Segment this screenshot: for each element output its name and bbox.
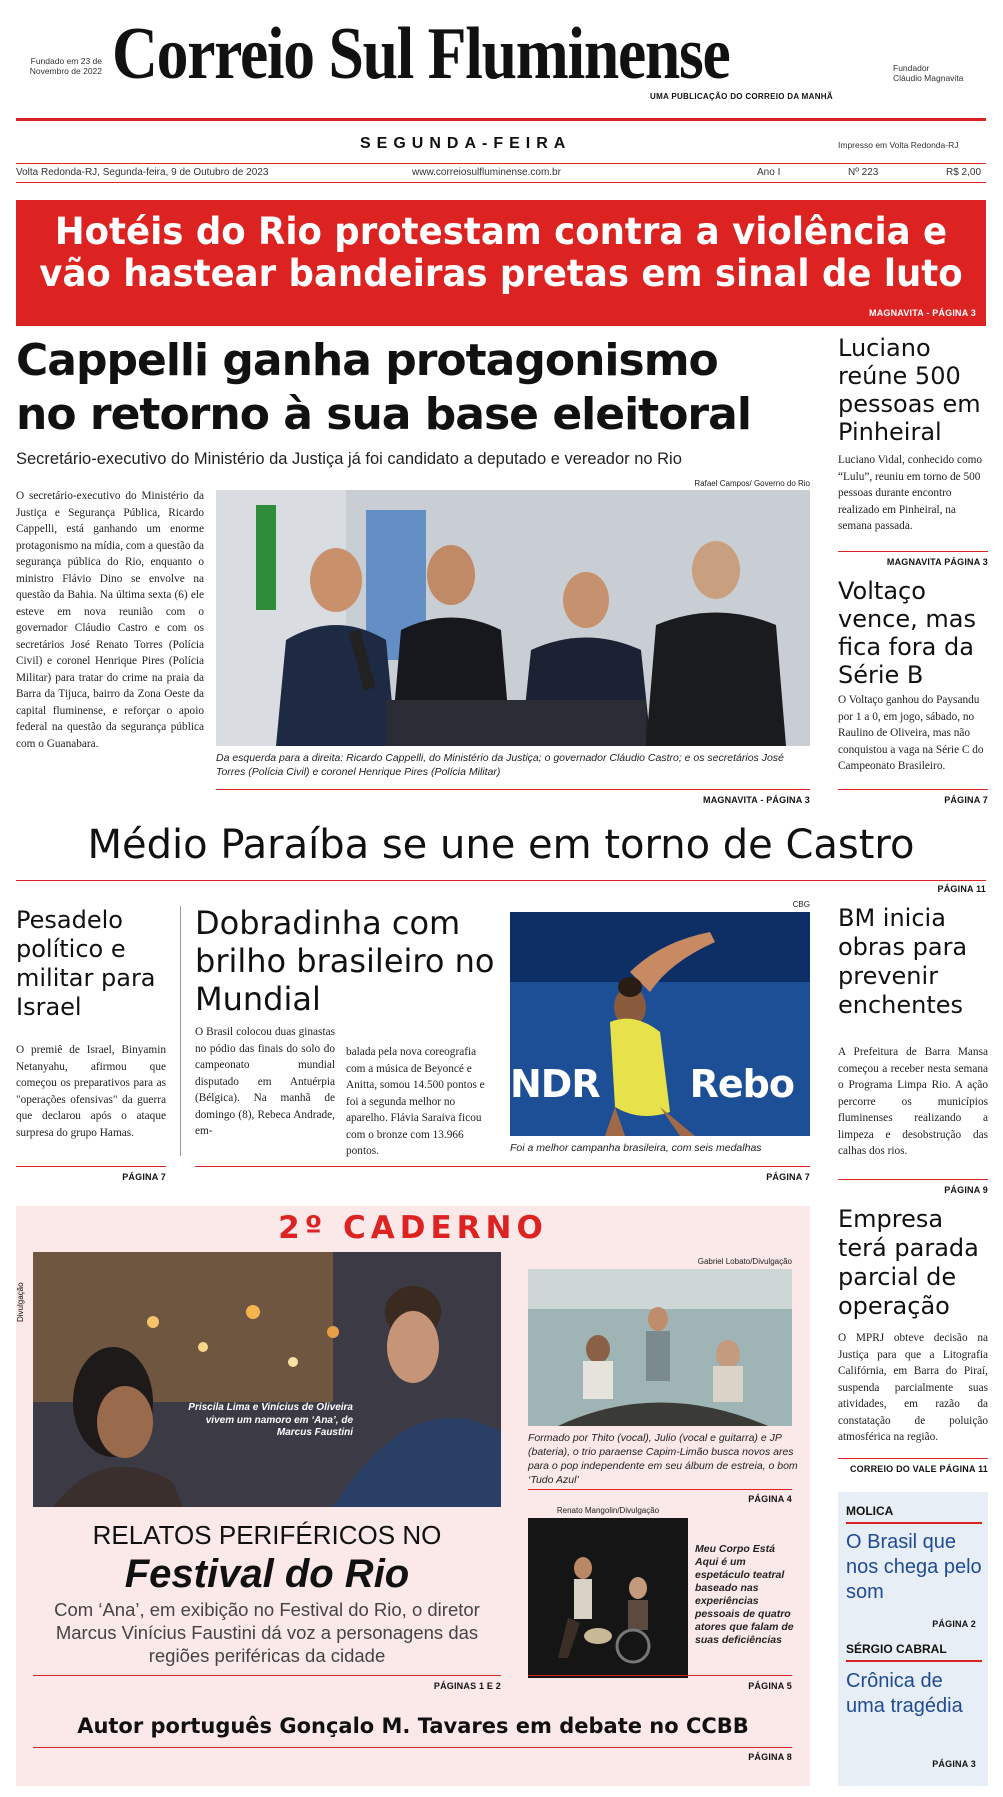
gym-tag[interactable]: PÁGINA 7 (766, 1172, 810, 1182)
empresa-body: O MPRJ obteve decisão na Justiça para que a Litografia Califórnia, em Barra do Piraí, suspenda parcialmente suas atividades, em razão da constatação de poluição atmosférica na região. (838, 1332, 988, 1443)
top-banner[interactable] (16, 200, 986, 326)
empresa-tag[interactable]: CORREIO DO VALE PÁGINA 11 (849, 1464, 988, 1474)
castro-headline[interactable]: Médio Paraíba se une em torno de Castro (87, 822, 915, 868)
col2-title[interactable]: Crônica de uma tragédia (846, 1670, 963, 1717)
side2-body: O Voltaço ganhou do Paysandu por 1 a 0, em jogo, sábado, no Raulino de Oliveira, mas não conquistou a vaga na Série C do Campeonato Brasileiro. (838, 694, 984, 772)
side1-headline[interactable]: Luciano reúne 500 pessoas em Pinheiral (838, 334, 981, 446)
theatre-photo-caption: Meu Corpo Está Aqui é um espetáculo teatral baseado nas experiências pessoais de quatro atores que falam de suas deficiências (695, 1543, 794, 1646)
lead-tag[interactable]: MAGNAVITA - PÁGINA 3 (703, 795, 810, 805)
col1-tag[interactable]: PÁGINA 2 (932, 1619, 976, 1629)
caderno-footer-rule (33, 1747, 792, 1748)
bm-body: A Prefeitura de Barra Mansa começou a receber nesta semana o Programa Limpa Rio. A ação percorre os municípios fluminenses realizando a limpeza e desobstrução das calhas dos rios. (838, 1046, 988, 1157)
gym-headline[interactable]: Dobradinha com brilho brasileiro no Mundial (195, 904, 495, 1018)
lead-deck: Secretário-executivo do Ministério da Justiça já foi candidato a deputado e vereador no Rio (16, 450, 682, 468)
caderno-main-photo[interactable] (33, 1252, 501, 1507)
caderno-deck: Com ‘Ana’, em exibição no Festival do Rio, o diretor Marcus Vinícius Faustini dá voz a personagens das regiões periféricas da cidade (54, 1599, 480, 1666)
gym-photo[interactable] (510, 912, 810, 1136)
newspaper-title[interactable]: Correio Sul Fluminense (112, 13, 730, 95)
side2-tag[interactable]: PÁGINA 7 (944, 795, 988, 805)
banner-headline-line-1: Hotéis do Rio protestam contra a violência e (54, 210, 948, 253)
dateline-top-rule (16, 163, 986, 164)
caderno-headline[interactable]: Festival do Rio (124, 1552, 410, 1596)
issue-number: Nº 223 (848, 167, 879, 178)
caderno-main-tag[interactable]: PÁGINAS 1 E 2 (433, 1681, 501, 1691)
castro-tag[interactable]: PÁGINA 11 (937, 884, 986, 894)
founded-note: Fundado em 23 de Novembro de 2022 (29, 56, 102, 76)
israel-rule (16, 1166, 166, 1167)
theatre-photo[interactable] (528, 1518, 688, 1678)
dateline: Volta Redonda-RJ, Segunda-feira, 9 de Outubro de 2023 (16, 167, 269, 178)
lead-headline-line-2: no retorno à sua base eleitoral (16, 389, 751, 440)
lead-headline[interactable] (16, 334, 816, 442)
side2-headline[interactable]: Voltaço vence, mas fica fora da Série B (838, 577, 976, 689)
gym-body-col2: balada pela nova coreografia com a música de Beyoncé e Anitta, somou 14.500 pontos e foi a segunda melhor no aparelho. Flávia Saraiva ficou com o bronze com 13.966 pontos. (346, 1046, 485, 1157)
theatre-tag[interactable]: PÁGINA 5 (748, 1681, 792, 1691)
gym-photo-sign-text-1: NDR (510, 1062, 600, 1106)
side2-rule (838, 789, 988, 790)
band-photo-credit: Gabriel Lobato/Divulgação (697, 1257, 792, 1266)
col2-tag[interactable]: PÁGINA 3 (932, 1759, 976, 1769)
publication-subtitle: UMA PUBLICAÇÃO DO CORREIO DA MANHÃ (650, 92, 833, 101)
empresa-headline[interactable]: Empresa terá parada parcial de operação (838, 1205, 979, 1320)
caderno-main-rule (33, 1675, 501, 1676)
gym-rule (195, 1166, 810, 1167)
gym-photo-caption: Foi a melhor campanha brasileira, com seis medalhas (510, 1142, 762, 1154)
band-photo-illustration (528, 1269, 792, 1426)
lead-body: O secretário-executivo do Ministério da Justiça e Segurança Pública, Ricardo Cappelli, está ganhando um enorme protagonismo na mídia, com a questão da segurança pública do Rio, enquanto o ministro Flávio Dino se envolve na questão da Bahia. Na última sexta (6) ele esteve em nova reunião com o governador Cláudio Castro e com os secretários José Renato Torres (Polícia Civil) e coronel Henrique Pires (Polícia Militar) para tratar do crime na praia da Barra da Tijuca, bairro da Zona Oeste da capital fluminense, e reforçar o apoio federal na questão da segurança pública com o Guanabara. (16, 490, 204, 750)
founder-name: Cláudio Magnavita (893, 73, 964, 83)
gym-body-col1: O Brasil colocou duas ginastas no pódio das finais do solo do campeonato mundial disputado em Antuérpia (Bélgica). Na manhã de domingo (8), Rebeca Andrade, em- (195, 1026, 335, 1137)
caderno-main-credit: Divulgação (16, 1282, 25, 1322)
theatre-photo-credit: Renato Mangolin/Divulgação (556, 1506, 660, 1515)
israel-body: O premiê de Israel, Binyamin Netanyahu, afirmou que começou os preparativos para as "operações ofensivas" da guerra que declarou após o ataque surpresa do grupo Hamas. (16, 1044, 166, 1139)
founder-label: Fundador (893, 63, 930, 73)
israel-headline[interactable]: Pesadelo político e militar para Israel (16, 906, 156, 1021)
masthead-rule (16, 118, 986, 121)
lead-bottom-rule (216, 789, 810, 790)
printed-location: Impresso em Volta Redonda-RJ (838, 140, 959, 150)
band-tag[interactable]: PÁGINA 4 (748, 1494, 792, 1504)
side1-body: Luciano Vidal, conhecido como “Lulu”, reuniu em torno de 500 pessoas durante encontro realizado em Pinheiral, na semana passada. (838, 454, 983, 532)
weekday: SEGUNDA-FEIRA (360, 135, 572, 152)
caderno-footer-headline[interactable]: Autor português Gonçalo M. Tavares em debate no CCBB (77, 1714, 749, 1738)
caderno-kicker: RELATOS PERIFÉRICOS NO (92, 1520, 442, 1550)
side1-tag[interactable]: MAGNAVITA PÁGINA 3 (886, 557, 988, 567)
bm-rule (838, 1179, 988, 1180)
bm-tag[interactable]: PÁGINA 9 (944, 1185, 988, 1195)
caderno-title[interactable]: 2º CADERNO (278, 1210, 548, 1246)
gym-photo-sign-text-2: Rebo (689, 1062, 794, 1106)
lead-photo[interactable] (216, 490, 810, 746)
side1-rule (838, 551, 988, 552)
castro-rule (16, 880, 986, 881)
bm-headline[interactable]: BM inicia obras para prevenir enchentes (838, 904, 968, 1019)
lead-headline-line-1: Cappelli ganha protagonismo (16, 335, 718, 386)
col2-author: SÉRGIO CABRAL (846, 1642, 947, 1656)
theatre-photo-illustration (528, 1518, 688, 1678)
founder-note (893, 63, 993, 83)
price: R$ 2,00 (946, 167, 982, 178)
lead-photo-illustration (216, 490, 810, 746)
banner-tag[interactable]: MAGNAVITA - PÁGINA 3 (869, 308, 976, 318)
column-divider (180, 906, 181, 1156)
col1-title[interactable]: O Brasil que nos chega pelo som (846, 1531, 982, 1603)
banner-headline-line-2: vão hastear bandeiras pretas em sinal de luto (39, 252, 963, 295)
caderno-main-photo-illustration (33, 1252, 501, 1507)
gym-photo-sign (510, 1062, 810, 1106)
lead-photo-credit: Rafael Campos/ Governo do Rio (694, 479, 810, 488)
dateline-bottom-rule (16, 182, 986, 183)
israel-tag[interactable]: PÁGINA 7 (122, 1172, 166, 1182)
caderno-main-caption: Priscila Lima e Vinícius de Oliveira vivem um namoro em ‘Ana’, de Marcus Faustini (188, 1402, 353, 1438)
col1-author-rule (846, 1522, 982, 1524)
year: Ano I (757, 167, 781, 178)
col2-author-rule (846, 1660, 982, 1662)
empresa-rule (838, 1458, 988, 1459)
gym-photo-credit: CBG (792, 900, 810, 909)
website-link[interactable]: www.correiosulfluminense.com.br (412, 167, 561, 178)
band-rule (528, 1489, 792, 1490)
band-photo[interactable] (528, 1269, 792, 1426)
caderno-footer-tag[interactable]: PÁGINA 8 (748, 1752, 792, 1762)
band-photo-caption: Formado por Thito (vocal), Julio (vocal e guitarra) e JP (bateria), o trio paraense Capim-Limão busca novos ares para o pop independente em seu álbum de estreia, o bom ‘Tudo Azul’ (528, 1432, 798, 1486)
theatre-rule (528, 1675, 792, 1676)
col1-author: MOLICA (846, 1504, 894, 1518)
lead-photo-caption: Da esquerda para a direita: Ricardo Cappelli, do Ministério da Justiça; o governador Cláudio Castro; e os secretários José Torres (Polícia Civil) e coronel Henrique Pires (Polícia Militar) (216, 752, 784, 778)
